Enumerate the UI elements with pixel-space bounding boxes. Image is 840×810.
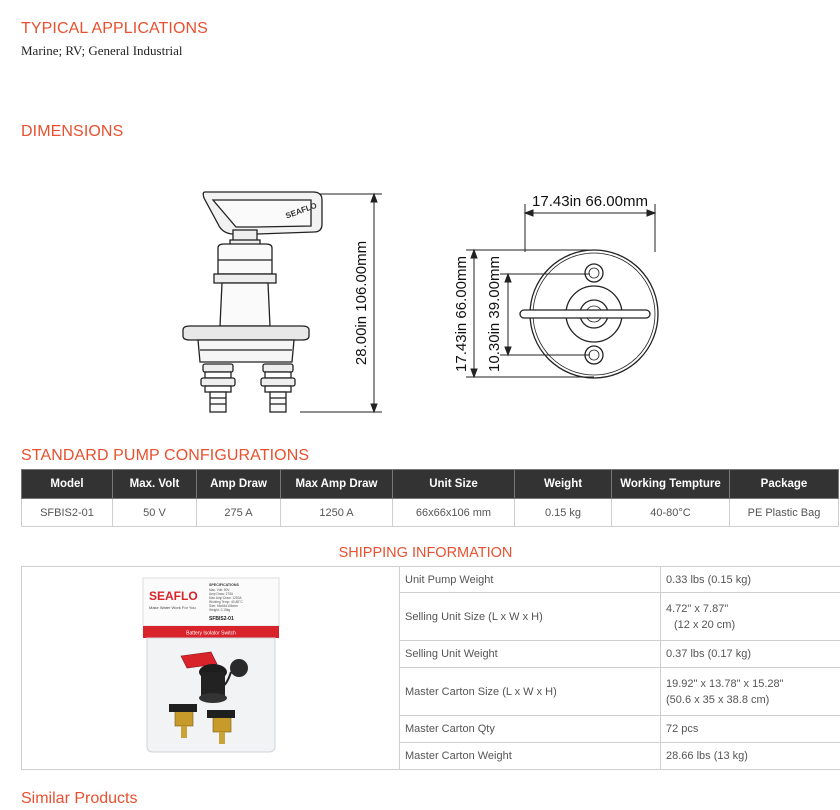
shipping-value: 28.66 lbs (13 kg): [661, 743, 840, 770]
cell-model: SFBIS2-01: [22, 499, 113, 527]
product-photo-cell: [22, 567, 400, 770]
shipping-table: [21, 566, 840, 770]
dimensions-heading: DIMENSIONS: [21, 123, 124, 140]
right-terminal: [261, 364, 295, 412]
configurations-header-row: [22, 470, 839, 499]
cell-unit-size: 66x66x106 mm: [393, 499, 515, 527]
typical-applications-heading: TYPICAL APPLICATIONS: [21, 20, 208, 37]
cell-amp-draw: 275 A: [197, 499, 281, 527]
switch-side-view: [183, 192, 322, 412]
cell-max-amp-draw: 1250 A: [281, 499, 393, 527]
shipping-label: Unit Pump Weight: [400, 567, 661, 593]
shipping-value: [661, 668, 840, 716]
package-model: SFBIS2-01: [208, 615, 234, 622]
shipping-value: [661, 593, 840, 641]
shipping-value: 72 pcs: [661, 716, 840, 743]
package-spec-line: Amp Draw: 275A: [208, 591, 233, 596]
package-tagline: Make Water Work For You: [148, 604, 196, 610]
shipping-heading: SHIPPING INFORMATION: [338, 545, 513, 561]
cell-working-temperature: 40-80°C: [612, 499, 730, 527]
column-header-model: Model: [22, 470, 113, 499]
configurations-heading: STANDARD PUMP CONFIGURATIONS: [21, 447, 310, 464]
column-header-weight: Weight: [515, 470, 612, 499]
column-header-working-temperature: Working Tempture: [612, 470, 730, 499]
width-label: 17.43in 66.00mm: [532, 193, 648, 210]
shipping-value-line: 19.92" x 13.78" x 15.28": [666, 677, 784, 690]
package-spec-line: Size: 66x66x106mm: [208, 603, 238, 608]
package-spec-line: Weight: 0.15kg: [208, 607, 230, 612]
typical-applications-text: Marine; RV; General Industrial: [21, 43, 183, 58]
shipping-label: Master Carton Weight: [400, 743, 661, 770]
cell-package: PE Plastic Bag: [730, 499, 839, 527]
configurations-table: [21, 469, 839, 527]
column-header-unit-size: Unit Size: [393, 470, 515, 499]
width-dimension: [525, 204, 655, 252]
package-spec-line: Max Amp Draw: 1250A: [208, 595, 242, 600]
shipping-value-line: 4.72" x 7.87": [666, 602, 729, 615]
table-row: [22, 567, 840, 593]
product-package-image: [141, 576, 281, 756]
shipping-label: Master Carton Size (L x W x H): [400, 668, 661, 716]
shipping-value-line: (50.6 x 35 x 38.8 cm): [666, 693, 770, 706]
key-brand-logo: SEAFLO: [284, 200, 318, 221]
shipping-label: Selling Unit Weight: [400, 641, 661, 668]
shipping-value: 0.33 lbs (0.15 kg): [661, 567, 840, 593]
package-brand-logo: SEAFLO: [148, 588, 198, 603]
shipping-value-line: (12 x 20 cm): [674, 618, 736, 631]
package-spec-line: Working Temp: 40-80°C: [208, 599, 243, 604]
shipping-value: 0.37 lbs (0.17 kg): [661, 641, 840, 668]
cell-max-volt: 50 V: [113, 499, 197, 527]
package-specs-title: SPECIFICATIONS: [208, 582, 239, 587]
column-header-max-volt: Max. Volt: [113, 470, 197, 499]
similar-products-heading: Similar Products: [21, 790, 138, 807]
height-label: 28.00in 106.00mm: [353, 240, 370, 366]
column-header-package: Package: [730, 470, 839, 499]
table-row: [22, 499, 839, 527]
column-header-max-amp-draw: Max Amp Draw: [281, 470, 393, 499]
package-band-text: Battery Isolator Switch: [185, 630, 236, 636]
dimension-drawing: [0, 150, 840, 425]
switch-top-view: [520, 250, 658, 378]
cell-weight: 0.15 kg: [515, 499, 612, 527]
package-spec-line: Max. Volt: 50V: [208, 587, 230, 592]
column-header-amp-draw: Amp Draw: [197, 470, 281, 499]
inner-label: 10.30in 39.00mm: [486, 256, 503, 372]
shipping-label: Master Carton Qty: [400, 716, 661, 743]
outer-label: 17.43in 66.00mm: [453, 256, 470, 372]
shipping-label: Selling Unit Size (L x W x H): [400, 593, 661, 641]
left-terminal: [201, 364, 235, 412]
